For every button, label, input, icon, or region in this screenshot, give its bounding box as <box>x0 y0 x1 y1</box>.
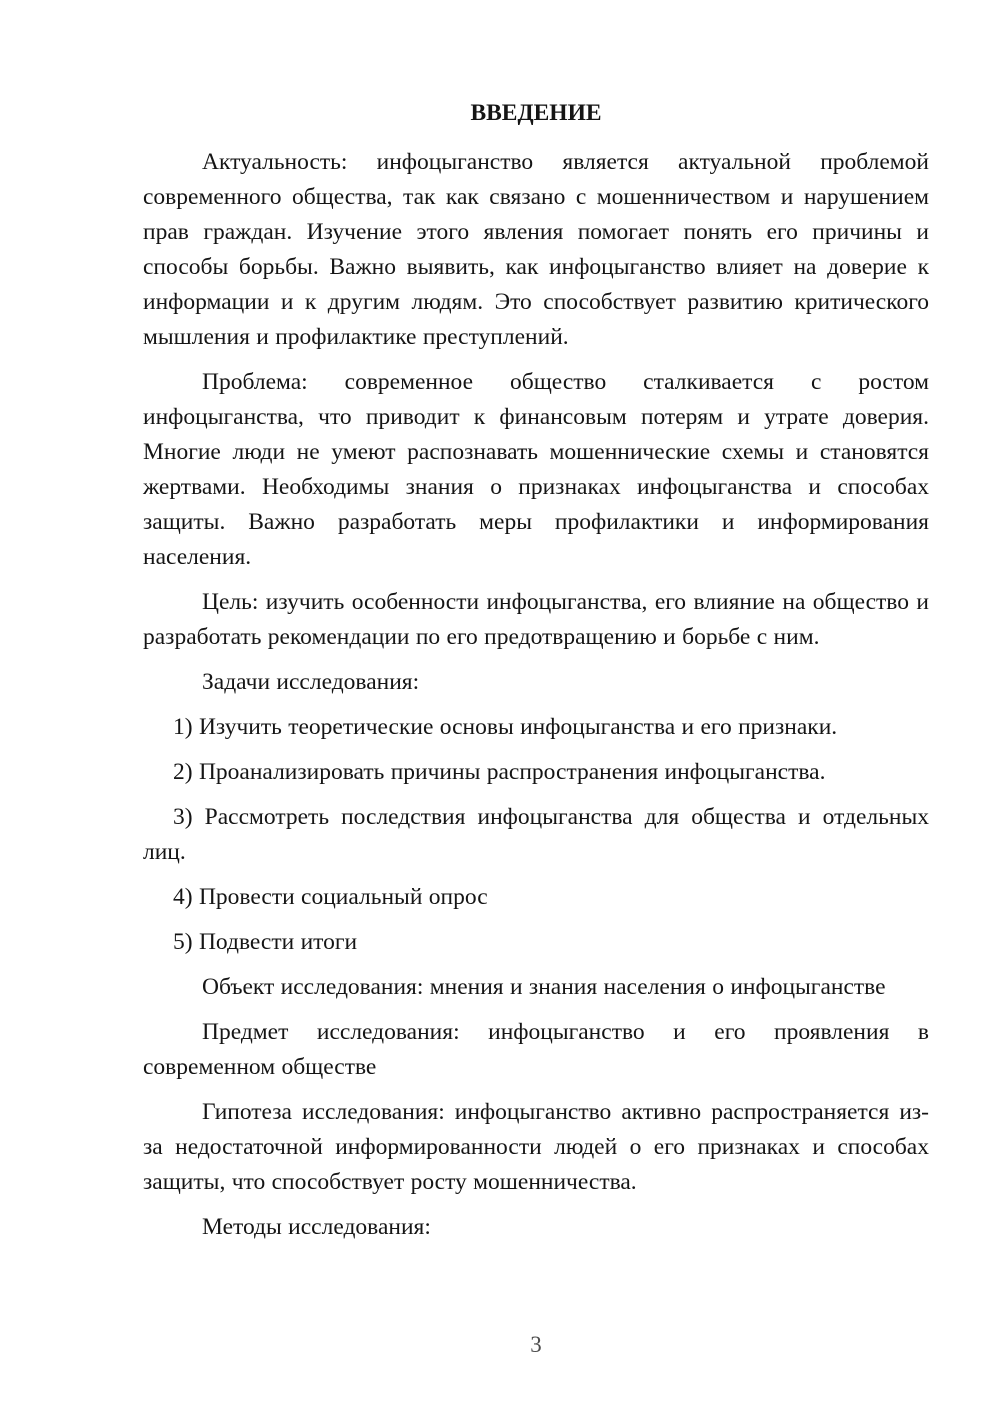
page-title: ВВЕДЕНИЕ <box>470 100 602 126</box>
task-item-5: 5) Подвести итоги <box>173 929 358 955</box>
methods-heading: Методы исследования: <box>202 1214 431 1240</box>
paragraph-relevance: Актуальность: инфоцыганство является актуальной проблемой современного общества, так как связано с мошенничеством и нарушением прав граждан. Изучение этого явления помогает понять его причины и способы борьбы. Важно выявить, как инфоцыганство влияет на доверие к информации и к другим людям. Это способствует развитию критического мышления и профилактике преступлений. <box>143 149 929 350</box>
task-item-2: 2) Проанализировать причины распространения инфоцыганства. <box>173 759 826 785</box>
page-content <box>143 96 929 1245</box>
paragraph-research-subject: Предмет исследования: инфоцыганство и его проявления в современном обществе <box>143 1019 929 1080</box>
page-number: 3 <box>530 1332 542 1357</box>
task-item-1: 1) Изучить теоретические основы инфоцыганства и его признаки. <box>173 714 838 740</box>
paragraph-problem: Проблема: современное общество сталкивается с ростом инфоцыганства, что приводит к финансовым потерям и утрате доверия. Многие люди не умеют распознавать мошеннические схемы и становятся жертвами. Необходимы знания о признаках инфоцыганства и способах защиты. Важно разработать меры профилактики и информирования населения. <box>143 369 929 570</box>
task-item-3: 3) Рассмотреть последствия инфоцыганства для общества и отдельных лиц. <box>143 804 929 865</box>
paragraph-hypothesis: Гипотеза исследования: инфоцыганство активно распространяется из-за недостаточной информированности людей о его признаках и способах защиты, что способствует росту мошенничества. <box>143 1099 929 1195</box>
paragraph-goal: Цель: изучить особенности инфоцыганства, его влияние на общество и разработать рекомендации по его предотвращению и борьбе с ним. <box>143 589 929 650</box>
task-item-4: 4) Провести социальный опрос <box>173 884 488 910</box>
tasks-heading: Задачи исследования: <box>202 669 420 695</box>
paragraph-research-object: Объект исследования: мнения и знания населения о инфоцыганстве <box>202 974 886 1000</box>
